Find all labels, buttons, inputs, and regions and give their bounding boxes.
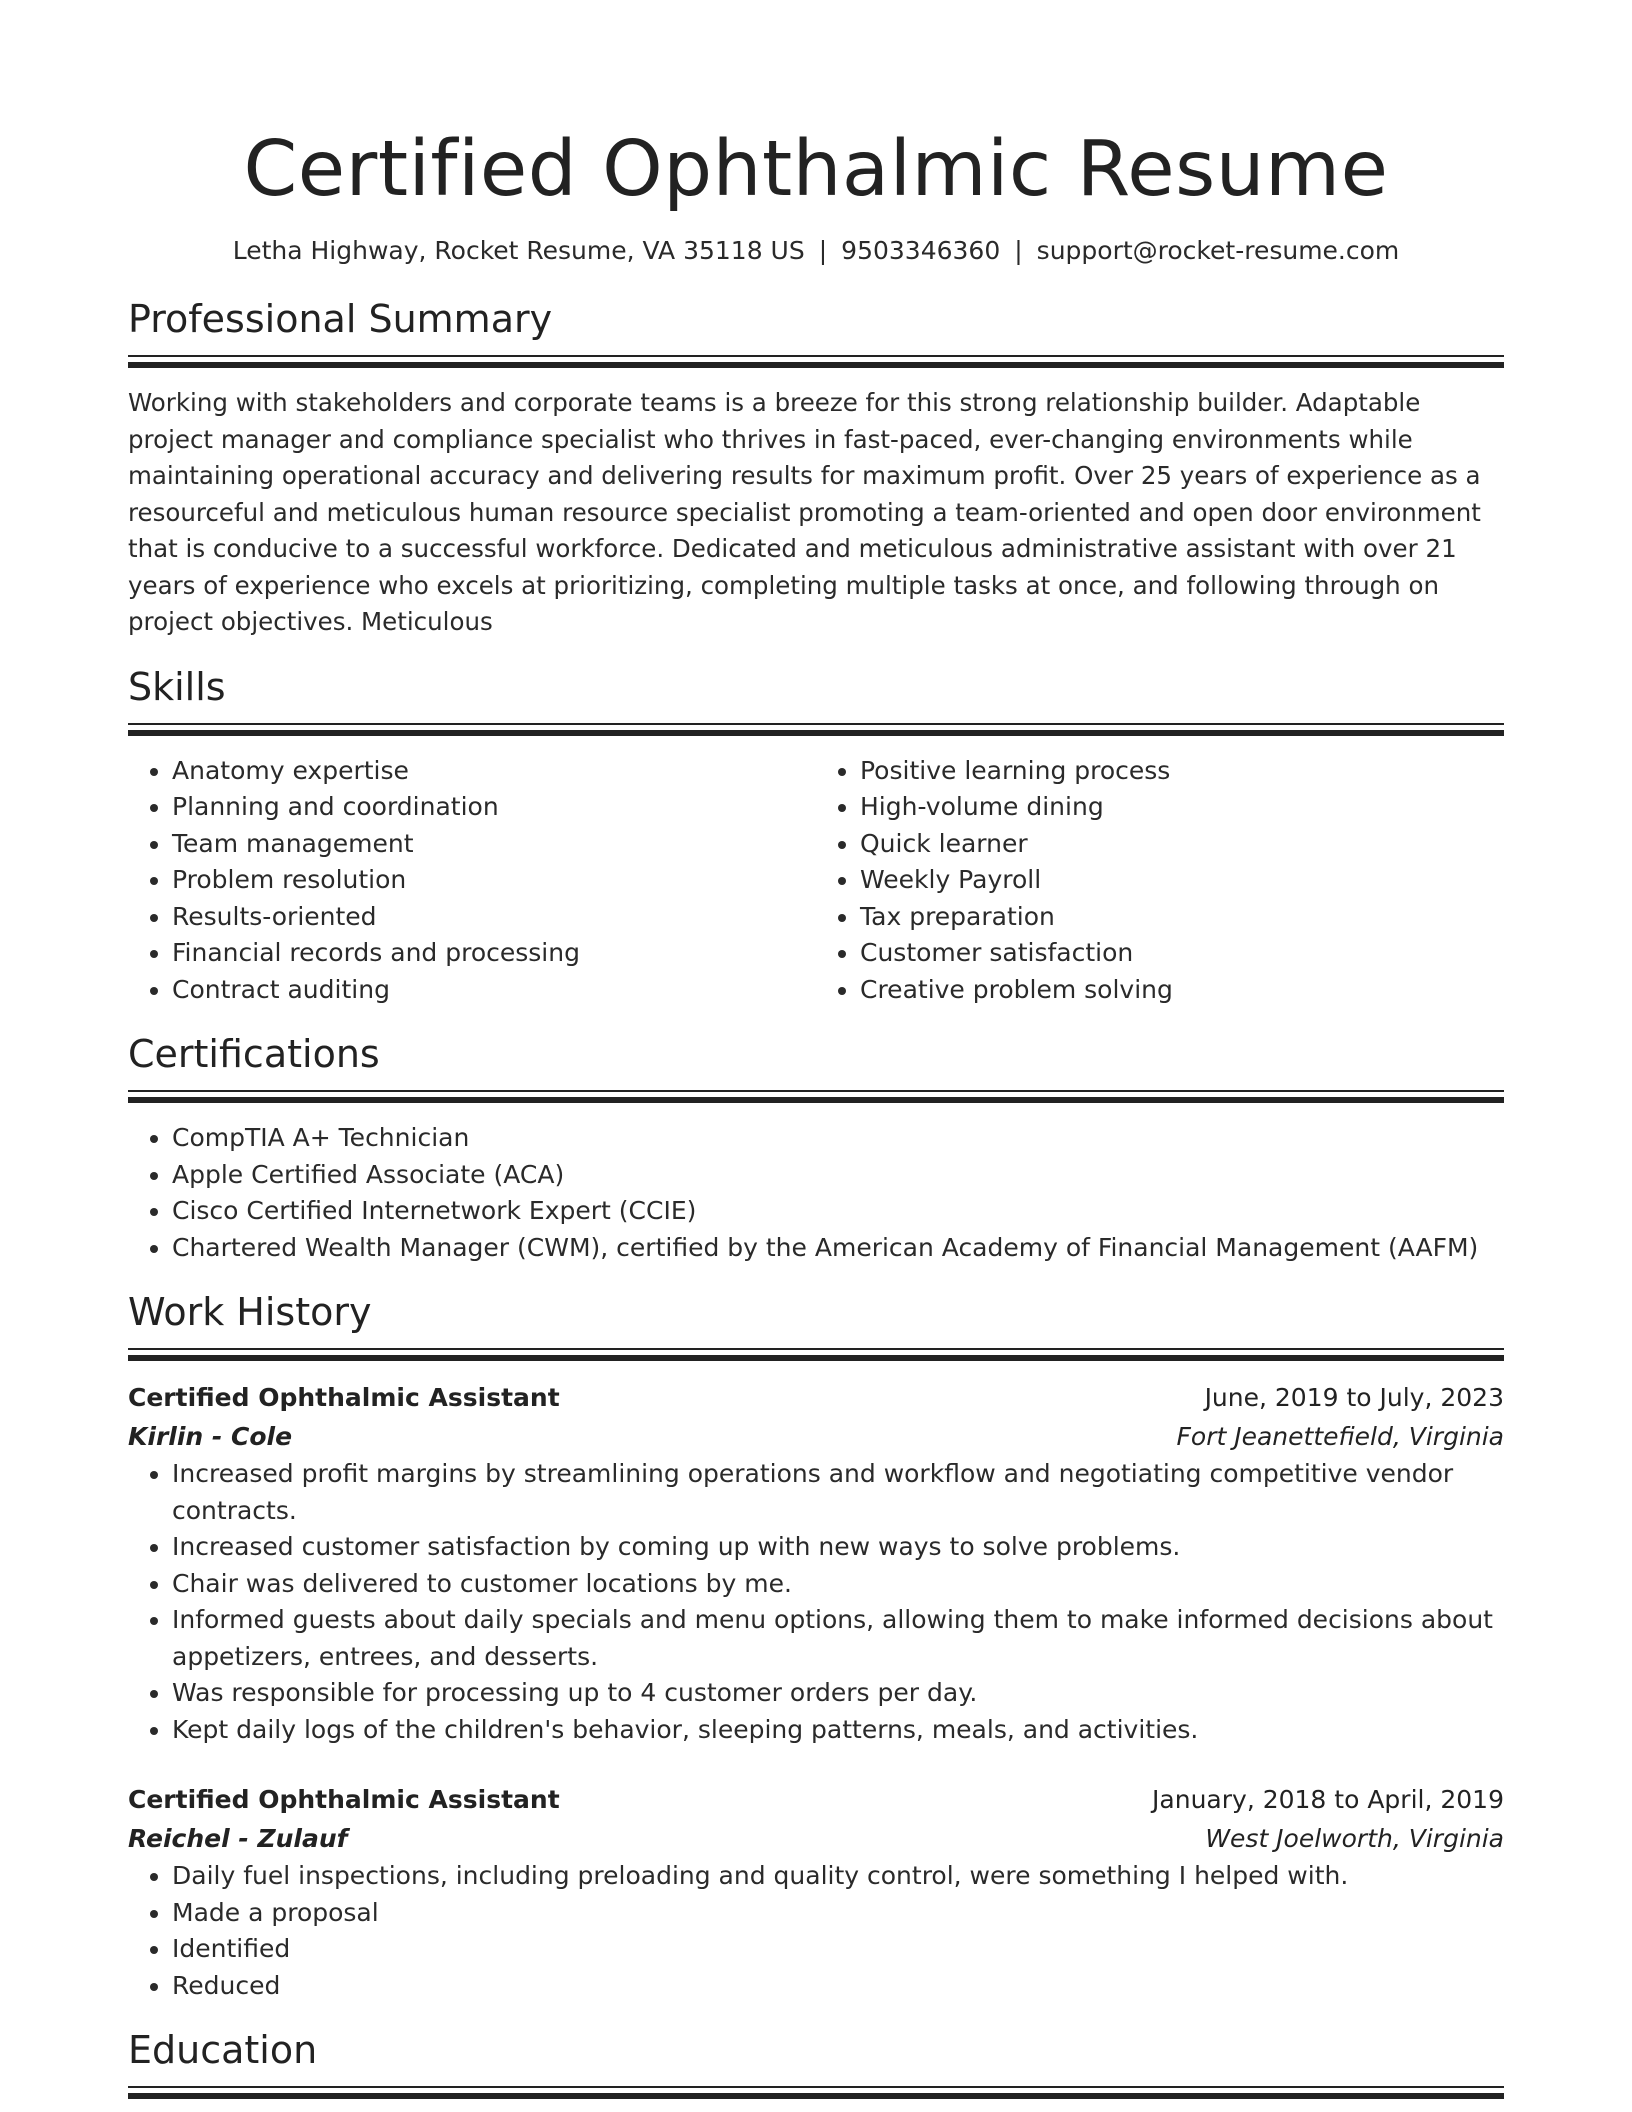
section-heading-work-history: Work History — [128, 1290, 372, 1334]
skill-item: • Team management — [172, 826, 816, 863]
job-location: Fort Jeanettefield, Virginia — [1176, 1422, 1504, 1451]
section-divider — [128, 355, 1504, 369]
skills-grid — [128, 753, 1504, 1009]
certification-item: • CompTIA A+ Technician — [172, 1120, 1504, 1157]
job-header-row — [128, 1780, 1504, 1819]
contact-line — [128, 234, 1504, 268]
contact-phone: 9503346360 — [841, 236, 1001, 265]
skill-item: • Contract auditing — [172, 972, 816, 1009]
job-company-row — [128, 1417, 1504, 1456]
section-divider — [128, 2086, 1504, 2100]
section-divider — [128, 723, 1504, 737]
contact-address: Letha Highway, Rocket Resume, VA 35118 US — [232, 236, 805, 265]
job-company: Reichel - Zulauf — [128, 1824, 348, 1853]
certification-item: • Apple Certified Associate (ACA) — [172, 1157, 1504, 1194]
summary-text: Working with stakeholders and corporate teams is a breeze for this strong relationship builder. Adaptable project manager and compliance specialist who thrives in fast-paced, ever-changing environments while maintaining operational accuracy and delivering results for maximum profit. Over 25 years of experience as a resourceful and meticulous human resource specialist promoting a team-oriented and open door environment that is conducive to a successful workforce. Dedicated and meticulous administrative assistant with over 21 years of experience who excels at prioritizing, completing multiple tasks at once, and following through on project objectives. Meticulous — [128, 388, 1481, 636]
work-history-section — [128, 1288, 1504, 2004]
skill-item: • Financial records and processing — [172, 935, 816, 972]
skill-item: • Customer satisfaction — [860, 935, 1504, 972]
skill-item: • Positive learning process — [860, 753, 1504, 790]
job-location: West Joelworth, Virginia — [1205, 1824, 1504, 1853]
job-duty-item: • Chair was delivered to customer locations by me. — [172, 1566, 1504, 1603]
job-duty-item: • Increased customer satisfaction by coming up with new ways to solve problems. — [172, 1529, 1504, 1566]
skills-column-left — [128, 753, 816, 1009]
summary-section — [128, 295, 1504, 641]
skill-item: • High-volume dining — [860, 789, 1504, 826]
contact-email: support@rocket-resume.com — [1036, 236, 1400, 265]
section-heading-certifications: Certifications — [128, 1032, 380, 1076]
job-duties-list — [128, 1456, 1504, 1748]
certifications-section — [128, 1030, 1504, 1266]
contact-separator: | — [818, 236, 828, 265]
job-header-row — [128, 1378, 1504, 1417]
job-title: Certified Ophthalmic Assistant — [128, 1785, 560, 1814]
skill-item: • Weekly Payroll — [860, 862, 1504, 899]
job-duty-item: • Kept daily logs of the children's behavior, sleeping patterns, meals, and activities. — [172, 1712, 1504, 1749]
job-duty-item: • Reduced — [172, 1968, 1504, 2005]
section-heading-skills: Skills — [128, 664, 226, 709]
skill-item: • Anatomy expertise — [172, 753, 816, 790]
job-duty-item: • Was responsible for processing up to 4 customer orders per day. — [172, 1675, 1504, 1712]
job-duty-item: • Daily fuel inspections, including preloading and quality control, were something I helped with. — [172, 1858, 1504, 1895]
skill-item: • Planning and coordination — [172, 789, 816, 826]
job-title: Certified Ophthalmic Assistant — [128, 1383, 560, 1412]
skills-list-left — [128, 753, 816, 1009]
job-duty-item: • Identified — [172, 1931, 1504, 1968]
section-heading-summary: Professional Summary — [128, 297, 553, 341]
job-entry — [128, 1780, 1504, 2004]
skills-column-right — [816, 753, 1504, 1009]
section-divider — [128, 1348, 1504, 1362]
skill-item: • Problem resolution — [172, 862, 816, 899]
certification-item: • Chartered Wealth Manager (CWM), certified by the American Academy of Financial Management (AAFM) — [172, 1230, 1504, 1267]
skill-item: • Creative problem solving — [860, 972, 1504, 1009]
job-entry — [128, 1378, 1504, 1748]
contact-separator: | — [1014, 236, 1023, 265]
certifications-list — [128, 1120, 1504, 1266]
skills-section — [128, 663, 1504, 1009]
certification-item: • Cisco Certified Internetwork Expert (CCIE) — [172, 1193, 1504, 1230]
resume-title: Certified Ophthalmic Resume — [243, 125, 1389, 214]
section-heading-education: Education — [128, 2028, 318, 2072]
job-duty-item: • Increased profit margins by streamlining operations and workflow and negotiating competitive vendor contracts. — [172, 1456, 1504, 1529]
job-duty-item: • Informed guests about daily specials and menu options, allowing them to make informed decisions about appetizers, entrees, and desserts. — [172, 1602, 1504, 1675]
skills-list-right — [816, 753, 1504, 1009]
job-duties-list — [128, 1858, 1504, 2004]
job-company-row — [128, 1819, 1504, 1858]
skill-item: • Quick learner — [860, 826, 1504, 863]
job-company: Kirlin - Cole — [128, 1422, 293, 1451]
job-duty-item: • Made a proposal — [172, 1895, 1504, 1932]
skill-item: • Results-oriented — [172, 899, 816, 936]
job-dates: January, 2018 to April, 2019 — [1152, 1785, 1504, 1814]
job-dates: June, 2019 to July, 2023 — [1204, 1383, 1504, 1412]
skill-item: • Tax preparation — [860, 899, 1504, 936]
education-section — [128, 2026, 1504, 2100]
section-divider — [128, 1090, 1504, 1104]
